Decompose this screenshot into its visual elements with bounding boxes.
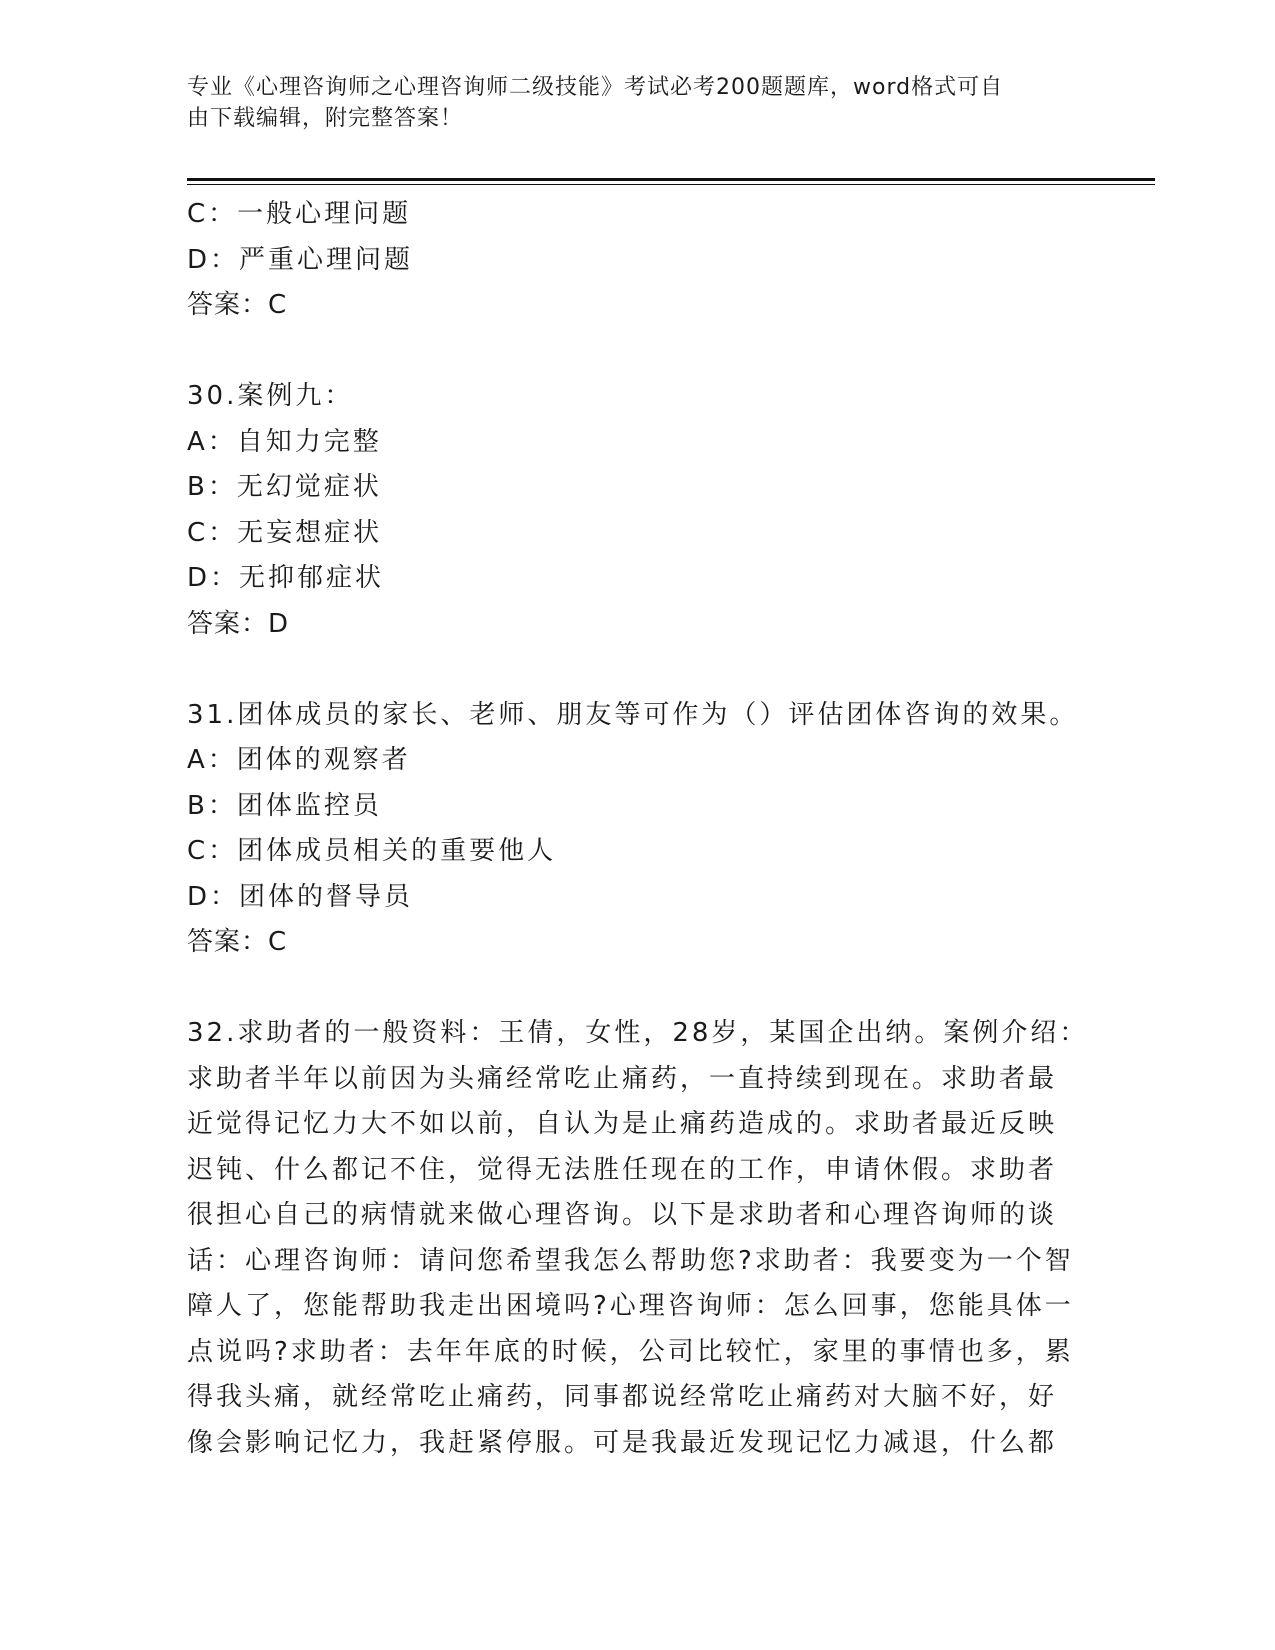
question-stem-line: 点说吗?求助者：去年年底的时候，公司比较忙，家里的事情也多，累 — [187, 1336, 1074, 1367]
question-stem-line: 得我头痛，就经常吃止痛药，同事都说经常吃止痛药对大脑不好，好 — [187, 1382, 1058, 1412]
question-spacer — [187, 329, 1067, 375]
option-a: A：团体的观察者 — [187, 745, 411, 775]
option-c: C：无妄想症状 — [187, 517, 383, 548]
question-list — [187, 192, 1089, 1466]
question-stem-line: 求助者半年以前因为头痛经常吃止痛药，一直持续到现在。求助者最 — [187, 1063, 1058, 1094]
header-line-2: 由下载编辑，附完整答案！ — [187, 106, 464, 131]
option-c: C：团体成员相关的重要他人 — [187, 836, 557, 866]
question-block-31 — [187, 693, 1079, 966]
option-b: B：团体监控员 — [187, 790, 382, 821]
question-stem-line: 近觉得记忆力大不如以前，自认为是止痛药造成的。求助者最近反映 — [187, 1109, 1058, 1139]
option-b: B：无幻觉症状 — [187, 472, 382, 502]
question-spacer — [187, 647, 1067, 693]
question-stem-line: 话：心理咨询师：请问您希望我怎么帮助您?求助者：我要变为一个智 — [187, 1245, 1074, 1276]
question-stem-line: 迟钝、什么都记不住，觉得无法胜任现在的工作，申请休假。求助者 — [187, 1154, 1058, 1185]
question-stem: 31.团体成员的家长、老师、朋友等可作为（）评估团体咨询的效果。 — [187, 699, 1079, 730]
question-stem-line: 障人了，您能帮助我走出困境吗?心理咨询师：怎么回事，您能具体一 — [187, 1291, 1074, 1321]
question-block-32 — [187, 1011, 1089, 1466]
answer-line: 答案：D — [187, 608, 290, 639]
answer-line: 答案：C — [187, 290, 288, 320]
question-stem-line: 32.求助者的一般资料：王倩，女性，28岁，某国企出纳。案例介绍： — [187, 1018, 1089, 1048]
question-block-prev — [187, 192, 1067, 329]
option-c: C：一般心理问题 — [187, 199, 412, 229]
option-d: D：严重心理问题 — [187, 244, 414, 275]
question-stem: 30.案例九： — [187, 381, 354, 411]
option-d: D：无抑郁症状 — [187, 563, 385, 593]
option-a: A：自知力完整 — [187, 426, 382, 457]
document-header — [187, 72, 1067, 134]
question-stem-line: 很担心自己的病情就来做心理咨询。以下是求助者和心理咨询师的谈 — [187, 1200, 1058, 1230]
header-divider-thin — [187, 184, 1155, 185]
question-spacer — [187, 966, 1067, 1012]
question-stem-line: 像会影响记忆力，我赶紧停服。可是我最近发现记忆力减退，什么都 — [187, 1427, 1058, 1458]
header-line-1: 专业《心理咨询师之心理咨询师二级技能》考试必考200题题库，word格式可自 — [187, 75, 1004, 100]
question-block-30 — [187, 374, 1067, 647]
answer-line: 答案：C — [187, 927, 288, 957]
option-d: D：团体的督导员 — [187, 881, 414, 912]
header-divider-thick — [187, 178, 1155, 181]
